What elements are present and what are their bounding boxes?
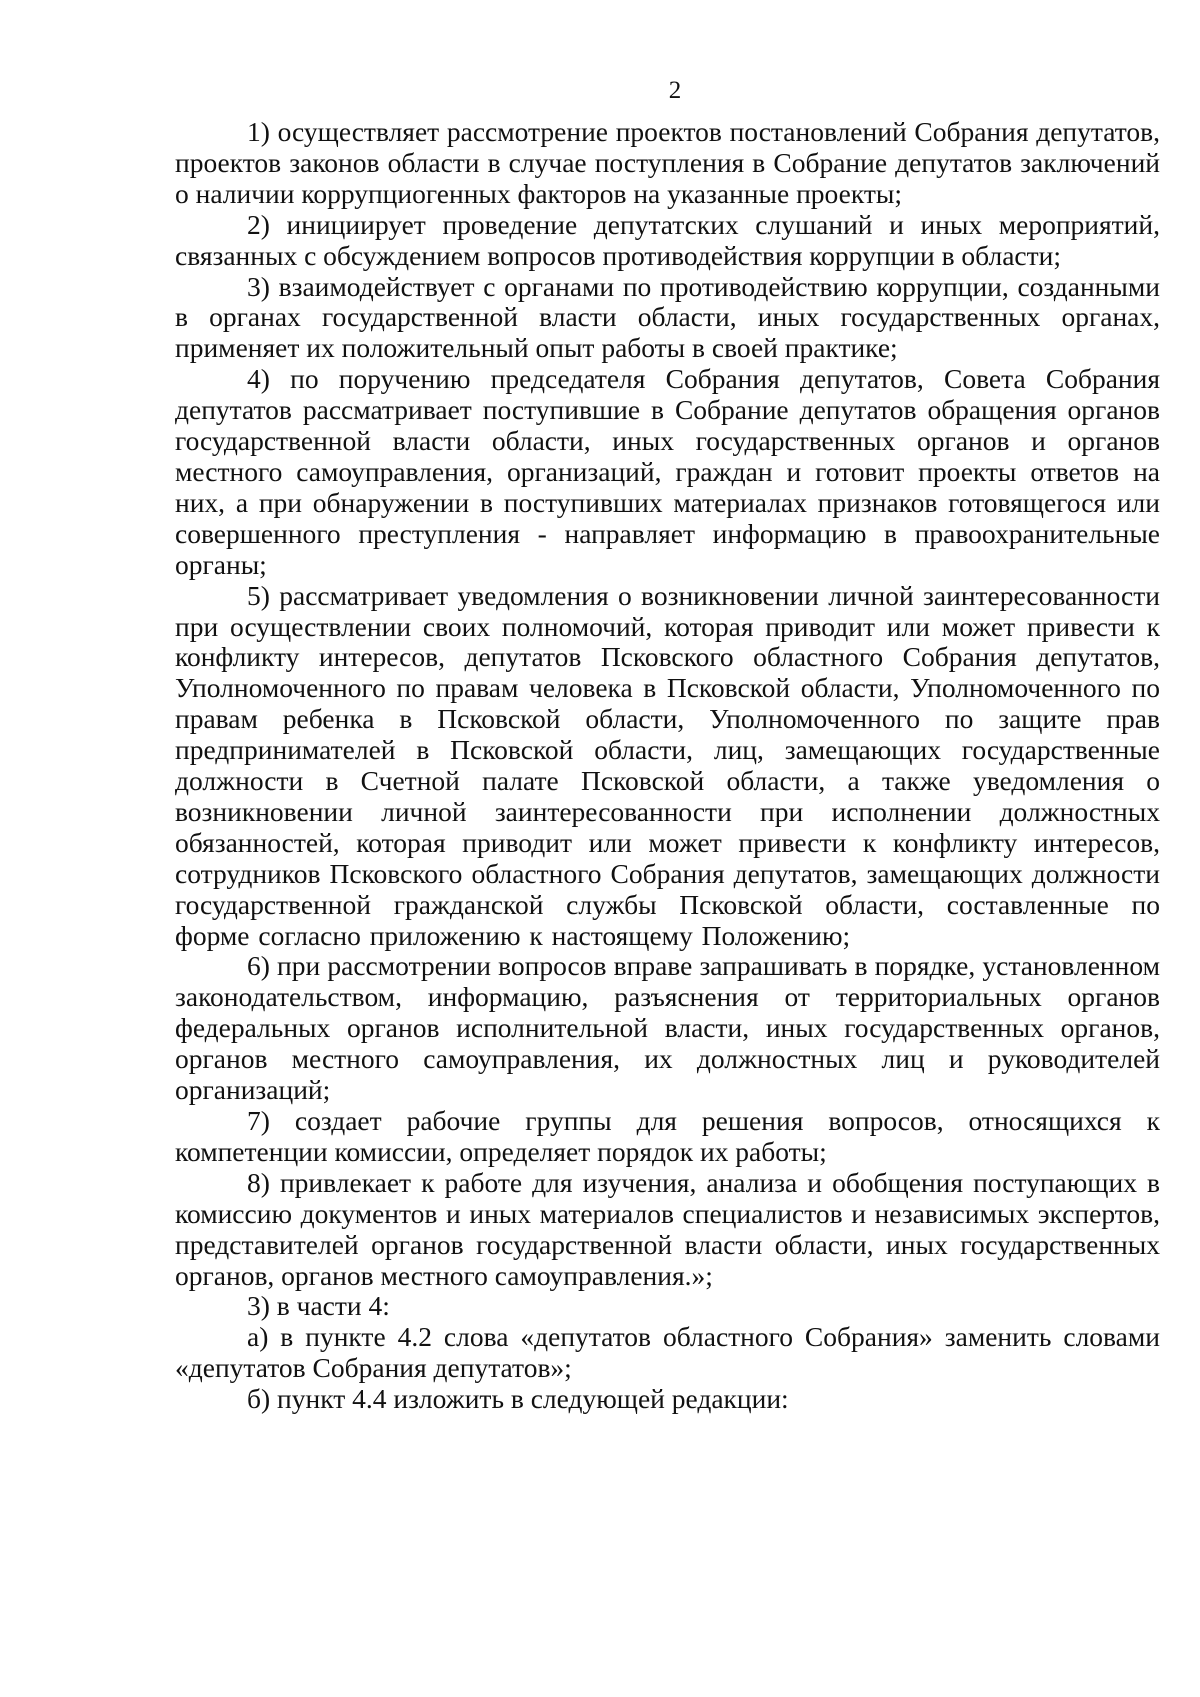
page-number: 2 — [668, 77, 682, 104]
paragraph-item-5: 5) рассматривает уведомления о возникновении личной заинтересованности при осуществлении своих полномочий, которая приводит или может привести к конфликту интересов, депутатов Псковского областного Собрания депутатов, Уполномоченного по правам человека в Псковской области, Уполномоченного по правам ребенка в Псковской области, Уполномоченного по защите прав предпринимателей в Псковской области, лиц, замещающих государственные должности в Счетной палате Псковской области, а также уведомления о возникновении личной заинтересованности при исполнении должностных обязанностей, которая приводит или может привести к конфликту интересов, сотрудников Псковского областного Собрания депутатов, замещающих должности государственной гражданской службы Псковской области, составленные по форме согласно приложению к настоящему Положению; — [175, 579, 1160, 951]
paragraph-item-1: 1) осуществляет рассмотрение проектов постановлений Собрания депутатов, проектов законов области в случае поступления в Собрание депутатов заключений о наличии коррупциогенных факторов на указанные проекты; — [175, 116, 1160, 209]
paragraph-item-4: 4) по поручению председателя Собрания депутатов, Совета Собрания депутатов рассматривает поступившие в Собрание депутатов обращения органов государственной власти области, иных государственных органов и органов местного самоуправления, организаций, граждан и готовит проекты ответов на них, а при обнаружении в поступивших материалах признаков готовящегося или совершенного преступления - направляет информацию в правоохранительные органы; — [175, 363, 1160, 580]
paragraph-item-3: 3) взаимодействует с органами по противодействию коррупции, созданными в органах государственной власти области, иных государственных органах, применяет их положительный опыт работы в своей практике; — [175, 270, 1160, 364]
paragraph-item-6: 6) при рассмотрении вопросов вправе запрашивать в порядке, установленном законодательством, информацию, разъяснения от территориальных органов федеральных органов исполнительной власти, иных государственных органов, органов местного самоуправления, их должностных лиц и руководителей организаций; — [175, 950, 1160, 1106]
paragraph-item-2: 2) инициирует проведение депутатских слушаний и иных мероприятий, связанных с обсуждением вопросов противодействия коррупции в области; — [175, 208, 1160, 271]
paragraph-amendment-b: б) пункт 4.4 изложить в следующей редакции: — [247, 1383, 789, 1415]
paragraph-amendment-a: а) в пункте 4.2 слова «депутатов областного Собрания» заменить словами «депутатов Собрания депутатов»; — [175, 1321, 1160, 1384]
paragraph-item-7: 7) создает рабочие группы для решения вопросов, относящихся к компетенции комиссии, определяет порядок их работы; — [175, 1105, 1160, 1167]
paragraph-part-4-heading: 3) в части 4: — [247, 1290, 390, 1322]
paragraph-item-8: 8) привлекает к работе для изучения, анализа и обобщения поступающих в комиссию документов и иных материалов специалистов и независимых экспертов, представителей органов государственной власти области, иных государственных органов, органов местного самоуправления.»; — [175, 1166, 1160, 1291]
document-body — [175, 117, 1160, 1415]
